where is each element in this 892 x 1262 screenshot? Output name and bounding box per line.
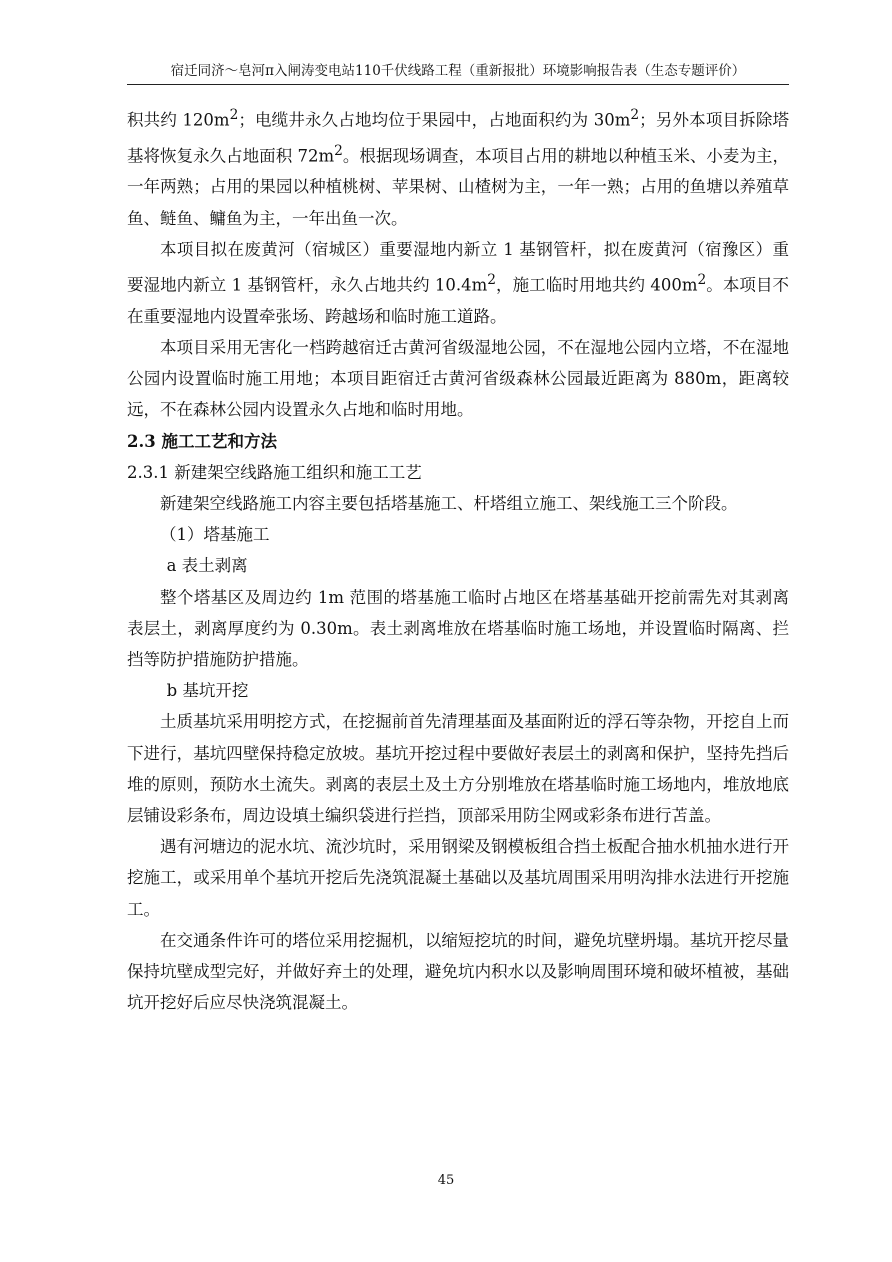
paragraph-construction-stages: 新建架空线路施工内容主要包括塔基施工、杆塔组立施工、架线施工三个阶段。 <box>160 493 738 513</box>
paragraph-topsoil-stripping: 整个塔基区及周边约 1m 范围的塔基施工临时占地区在塔基基础开挖前需先对其剥离表层土，剥离厚度约为 0.30m。表土剥离堆放在塔基临时施工场地，并设置临时隔离、拦挡等防护措施防护措施。 <box>127 587 789 669</box>
page-number: 45 <box>437 1173 455 1188</box>
list-item-topsoil-stripping: a 表土剥离 <box>166 556 248 576</box>
header-title: 宿迁同济～皂河π入闸涛变电站110千伏线路工程（重新报批）环境影响报告表（生态专题评价） <box>170 63 746 79</box>
paragraph-excavator: 在交通条件许可的塔位采用挖掘机，以缩短挖坑的时间，避免坑壁坍塌。基坑开挖尽量保持坑壁成型完好，并做好弃土的处理，避免坑内积水以及影响周围环境和破坏植被，基础坑开挖好后应尽快浇筑混凝土。 <box>127 930 789 1013</box>
list-item-tower-foundation: （1）塔基施工 <box>160 525 270 545</box>
document-body <box>127 100 789 1018</box>
paragraph-pit-excavation: 土质基坑采用明挖方式，在挖掘前首先清理基面及基面附近的浮石等杂物，开挖自上而下进行，基坑四壁保持稳定放坡。基坑开挖过程中要做好表层土的剥离和保护，坚持先挡后堆的原则，预防水土流失。剥离的表层土及土方分别堆放在塔基临时施工场地内，堆放地底层铺设彩条布，周边设填土编织袋进行拦挡，顶部采用防尘网或彩条布进行苫盖。 <box>127 712 789 825</box>
subsection-heading: 2.3.1 新建架空线路施工组织和施工工艺 <box>127 462 422 482</box>
section-heading: 2.3 施工工艺和方法 <box>127 431 277 451</box>
list-item-pit-excavation: b 基坑开挖 <box>166 681 249 701</box>
paragraph-land-use: 积共约 $120m^2$；电缆井永久占地均位于果园中，占地面积约为 $30m^2$；另外本项目拆除塔基将恢复永久占地面积 $72m^2$。根据现场调查，本项目占用的耕地以种植玉米、小麦为主，一年两熟；占用的果园以种植桃树、苹果树、山楂树为主，一年一熟；占用的鱼塘以养殖草鱼、鲢鱼、鳙鱼为主，一年出鱼一次。 <box>127 107 790 228</box>
page-header <box>127 58 789 85</box>
paragraph-wetland-park: 本项目采用无害化一档跨越宿迁古黄河省级湿地公园，不在湿地公园内立塔，不在湿地公园内设置临时施工用地；本项目距宿迁古黄河省级森林公园最近距离为 880m，距离较远，不在森林公园内设置永久占地和临时用地。 <box>127 337 789 420</box>
paragraph-mud-pit: 遇有河塘边的泥水坑、流沙坑时，采用钢梁及钢模板组合挡土板配合抽水机抽水进行开挖施工，或采用单个基坑开挖后先浇筑混凝土基础以及基坑周围采用明沟排水法进行开挖施工。 <box>127 837 789 919</box>
paragraph-wetland: 本项目拟在废黄河（宿城区）重要湿地内新立 1 基钢管杆，拟在废黄河（宿豫区）重要湿地内新立 1 基钢管杆，永久占地共约 $10.4m^2$，施工临时用地共约 $400m^2$。本项目不在重要湿地内设置牵张场、跨越场和临时施工道路。 <box>127 239 790 326</box>
